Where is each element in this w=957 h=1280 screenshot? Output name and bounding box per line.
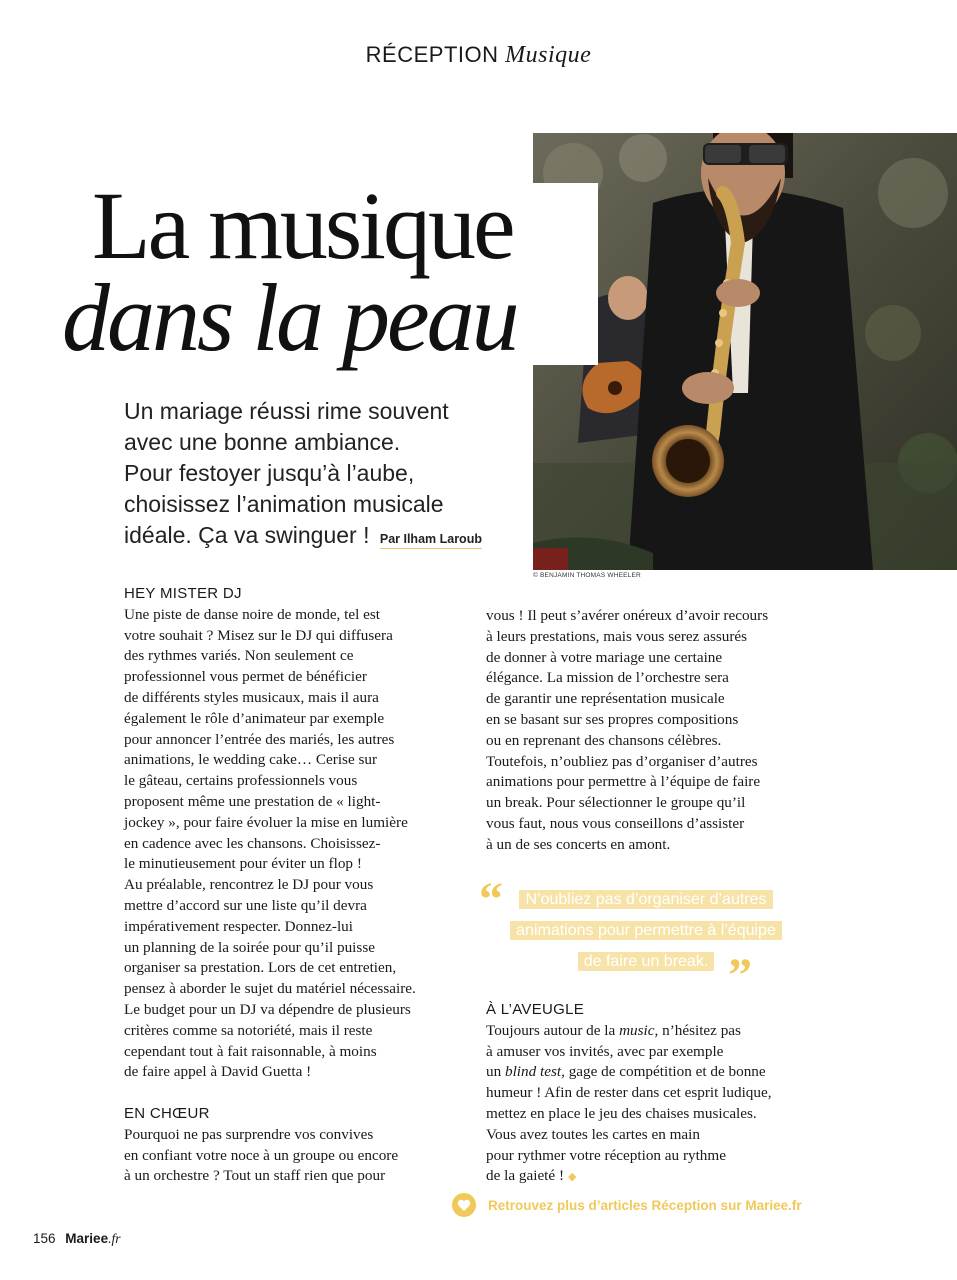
body-line: humeur ! Afin de rester dans cet esprit ludique, xyxy=(486,1084,772,1102)
pull-quote-line: N’oubliez pas d’organiser d’autres xyxy=(519,890,772,909)
body-line: cependant tout à fait raisonnable, à moins xyxy=(124,1042,377,1060)
body-line: Une piste de danse noire de monde, tel est xyxy=(124,605,380,623)
body-line: Toujours autour de la music, n’hésitez pas xyxy=(486,1021,741,1039)
body-line: de donner à votre mariage une certaine xyxy=(486,648,723,666)
body-line: vous faut, nous vous conseillons d’assister xyxy=(486,814,745,832)
body-line: le minutieusement pour éviter un flop ! xyxy=(124,855,362,873)
photo-credit: © BENJAMIN THOMAS WHEELER xyxy=(533,572,641,579)
body-line: impérativement respecter. Donnez-lui xyxy=(124,917,353,935)
author-byline: Par Ilham Laroub xyxy=(380,532,482,549)
section-rubric xyxy=(0,42,957,69)
body-line: Vous avez toutes les cartes en main xyxy=(486,1125,700,1143)
body-line: à un de ses concerts en amont. xyxy=(486,835,671,853)
article-title-line2: dans la peau xyxy=(62,264,517,371)
standfirst xyxy=(124,396,514,555)
body-line: vous ! Il peut s’avérer onéreux d’avoir recours xyxy=(486,607,769,624)
body-line: animations, le wedding cake… Cerise sur xyxy=(124,751,378,769)
body-line: pour rythmer votre réception au rythme xyxy=(486,1146,726,1164)
body-line: de différents styles musicaux, mais il aura xyxy=(124,688,379,706)
body-line: Toutefois, n’oubliez pas d’organiser d’autres xyxy=(486,752,758,770)
article-title-line1: La musique xyxy=(92,172,513,279)
body-line: de garantir une représentation musicale xyxy=(486,690,725,708)
quote-open-mark: “ xyxy=(479,873,503,926)
paragraph-gap xyxy=(124,1083,454,1104)
body-line: élégance. La mission de l’orchestre sera xyxy=(486,669,729,687)
body-line-last: de la gaieté ! ◆ xyxy=(486,1167,577,1185)
body-line: Au préalable, rencontrez le DJ pour vous xyxy=(124,876,374,894)
rubric-section: RÉCEPTION xyxy=(365,42,499,67)
magazine-brand: Mariee.fr xyxy=(65,1231,121,1246)
section-heading-aveugle: À L’AVEUGLE xyxy=(486,1001,585,1018)
body-line: en confiant votre noce à un groupe ou encore xyxy=(124,1146,399,1164)
body-line: de faire appel à David Guetta ! xyxy=(124,1063,312,1081)
body-line: mettez en place le jeu des chaises musicales. xyxy=(486,1104,757,1122)
body-line: des rythmes variés. Non seulement ce xyxy=(124,647,354,665)
body-line: critères comme sa notoriété, mais il reste xyxy=(124,1021,373,1039)
section-heading-choeur: EN CHŒUR xyxy=(124,1104,210,1122)
body-line: à amuser vos invités, avec par exemple xyxy=(486,1042,724,1060)
standfirst-line: Pour festoyer jusqu’à l’aube, xyxy=(124,460,415,486)
body-line: professionnel vous permet de bénéficier xyxy=(124,668,367,686)
body-line: votre souhait ? Misez sur le DJ qui diffusera xyxy=(124,626,393,644)
pull-quote xyxy=(486,884,806,977)
more-articles-text: Retrouvez plus d’articles Réception sur Mariee.fr xyxy=(488,1197,802,1213)
body-line: ou en reprenant des chansons célèbres. xyxy=(486,731,722,749)
body-line: pensez à aborder le sujet du matériel nécessaire. xyxy=(124,980,416,998)
quote-close-mark: ” xyxy=(728,949,752,1002)
standfirst-line: choisissez l’animation musicale xyxy=(124,491,444,517)
body-line: également le rôle d’animateur par exemple xyxy=(124,709,385,727)
end-diamond-icon: ◆ xyxy=(568,1171,577,1184)
body-line: à leurs prestations, mais vous serez assurés xyxy=(486,627,748,645)
body-line: Le budget pour un DJ va dépendre de plusieurs xyxy=(124,1000,411,1018)
body-line: en cadence avec les chansons. Choisissez- xyxy=(124,834,381,852)
standfirst-line: Un mariage réussi rime souvent xyxy=(124,398,449,424)
standfirst-line-last: idéale. Ça va swinguer ! Par Ilham Laroub xyxy=(124,522,482,548)
body-line: organiser sa prestation. Lors de cet entretien, xyxy=(124,959,397,977)
body-line: un blind test, gage de compétition et de bonne xyxy=(486,1063,766,1081)
body-line: à un orchestre ? Tout un staff rien que pour xyxy=(124,1167,386,1185)
body-line: en se basant sur ses propres compositions xyxy=(486,710,739,728)
body-line: animations pour permettre à l’équipe de faire xyxy=(486,773,761,791)
rubric-subsection: Musique xyxy=(505,42,592,68)
heart-icon xyxy=(452,1193,476,1217)
pull-quote-line: de faire un break. xyxy=(578,952,715,971)
more-articles-link[interactable] xyxy=(452,1193,802,1217)
page-footer xyxy=(33,1231,120,1247)
body-line: le gâteau, certains professionnels vous xyxy=(124,772,358,790)
body-line: Pourquoi ne pas surprendre vos convives xyxy=(124,1125,374,1143)
body-line: proposent même une prestation de « light- xyxy=(124,792,381,810)
column-right-bottom xyxy=(486,1000,816,1188)
body-line: un break. Pour sélectionner le groupe qu’il xyxy=(486,794,746,812)
standfirst-line: avec une bonne ambiance. xyxy=(124,429,401,455)
pull-quote-line: animations pour permettre à l’équipe xyxy=(510,921,782,940)
body-line: pour annoncer l’entrée des mariés, les autres xyxy=(124,730,395,748)
column-right-top xyxy=(486,606,816,856)
section-heading-dj: HEY MISTER DJ xyxy=(124,585,242,602)
body-line: jockey », pour faire évoluer la mise en lumière xyxy=(124,813,408,831)
body-line: mettre d’accord sur une liste qu’il devra xyxy=(124,896,367,914)
body-line: un planning de la soirée pour qu’il puisse xyxy=(124,938,375,956)
column-left xyxy=(124,584,454,1187)
page-number: 156 xyxy=(33,1231,56,1246)
